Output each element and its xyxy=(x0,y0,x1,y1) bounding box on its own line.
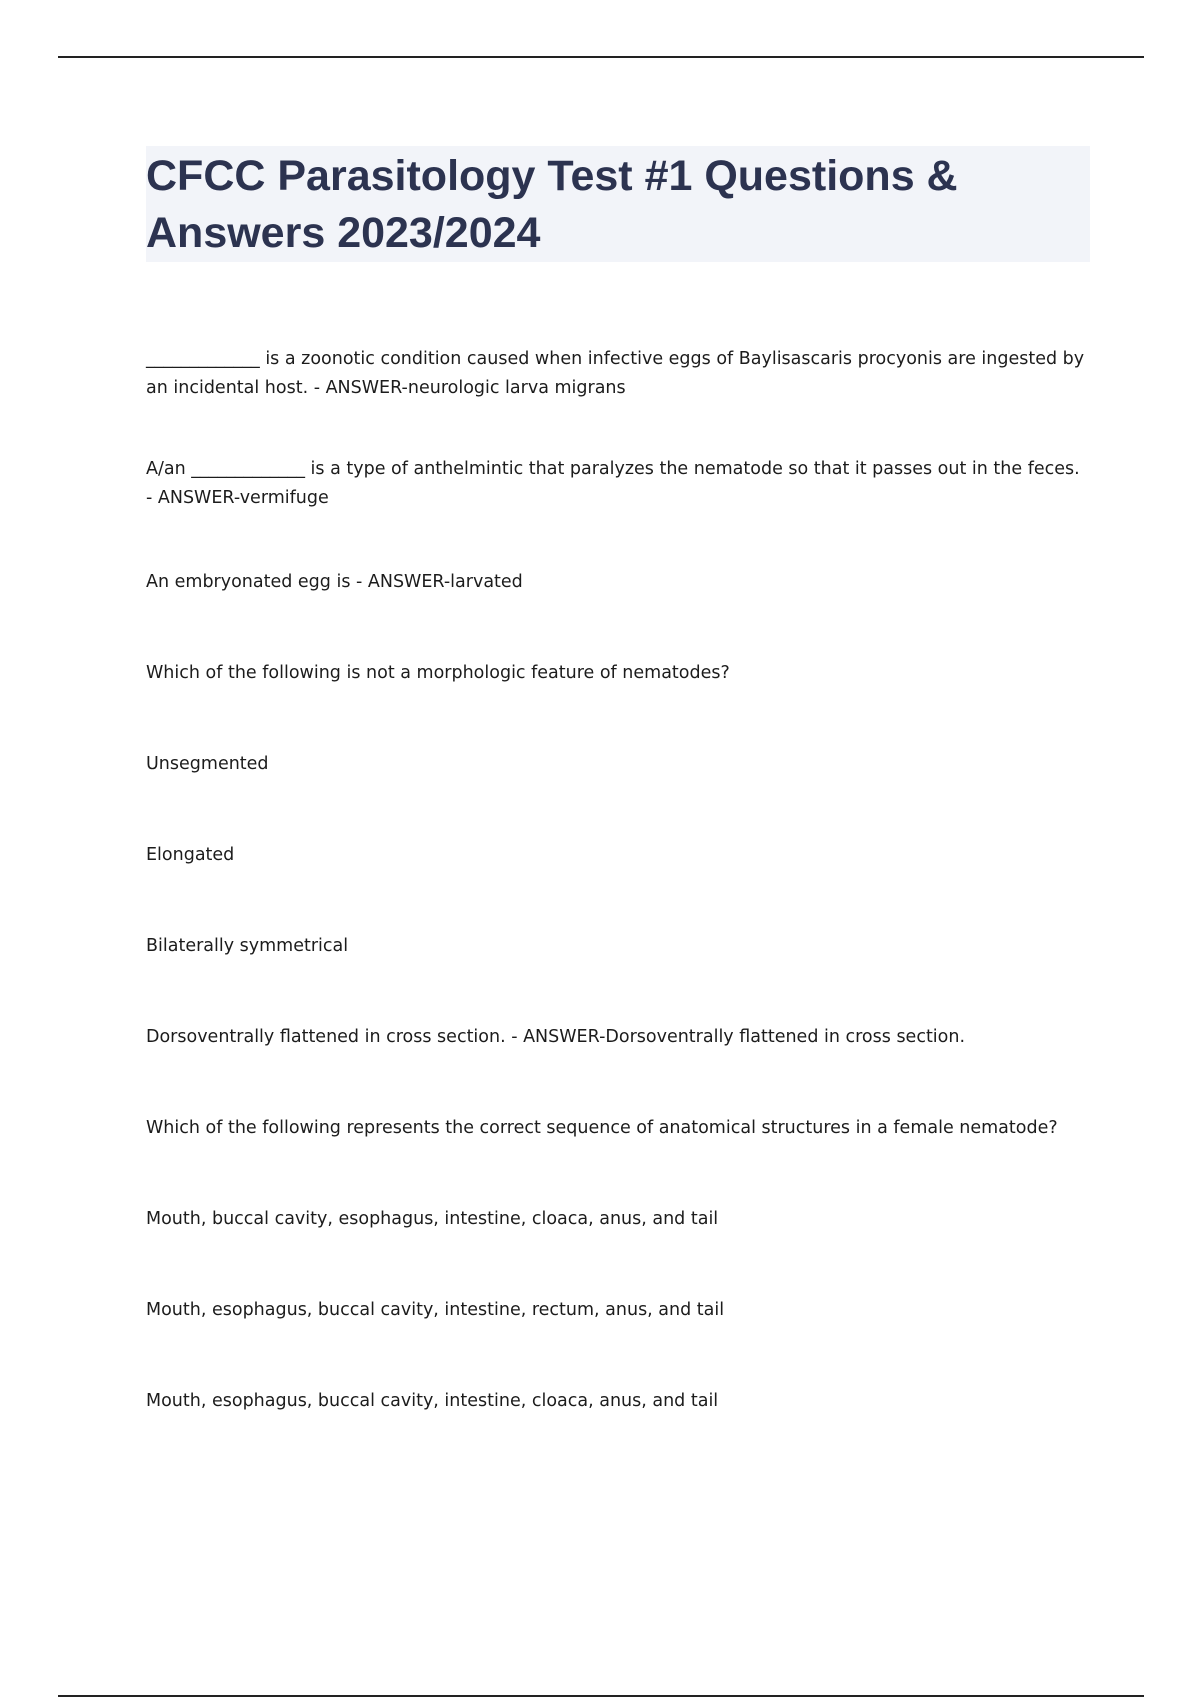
qa-paragraph: _____________ is a zoonotic condition caused when infective eggs of Baylisascaris procyonis are ingested by an incidental host. - ANSWER-neurologic larva migrans xyxy=(146,349,1085,398)
bottom-divider xyxy=(58,1695,1144,1697)
qa-paragraph: Dorsoventrally flattened in cross section. - ANSWER-Dorsoventrally flattened in cross section. xyxy=(146,1027,966,1047)
qa-paragraph: Mouth, buccal cavity, esophagus, intestine, cloaca, anus, and tail xyxy=(146,1209,719,1229)
document-title: CFCC Parasitology Test #1 Questions & Answers 2023/2024 xyxy=(146,152,958,257)
qa-paragraph: An embryonated egg is - ANSWER-larvated xyxy=(146,572,523,592)
qa-paragraph: Bilaterally symmetrical xyxy=(146,936,349,956)
qa-paragraph: A/an _____________ is a type of anthelmintic that paralyzes the nematode so that it passes out in the feces. - ANSWER-vermifuge xyxy=(146,459,1080,508)
qa-paragraph: Mouth, esophagus, buccal cavity, intestine, cloaca, anus, and tail xyxy=(146,1391,719,1411)
qa-paragraph: Elongated xyxy=(146,845,235,865)
qa-content xyxy=(146,345,1090,1416)
qa-paragraph: Which of the following is not a morphologic feature of nematodes? xyxy=(146,663,730,683)
title-banner xyxy=(146,146,1090,262)
qa-paragraph: Which of the following represents the correct sequence of anatomical structures in a female nematode? xyxy=(146,1118,1058,1138)
qa-paragraph: Mouth, esophagus, buccal cavity, intestine, rectum, anus, and tail xyxy=(146,1300,725,1320)
top-divider xyxy=(58,56,1144,58)
qa-paragraph: Unsegmented xyxy=(146,754,269,774)
